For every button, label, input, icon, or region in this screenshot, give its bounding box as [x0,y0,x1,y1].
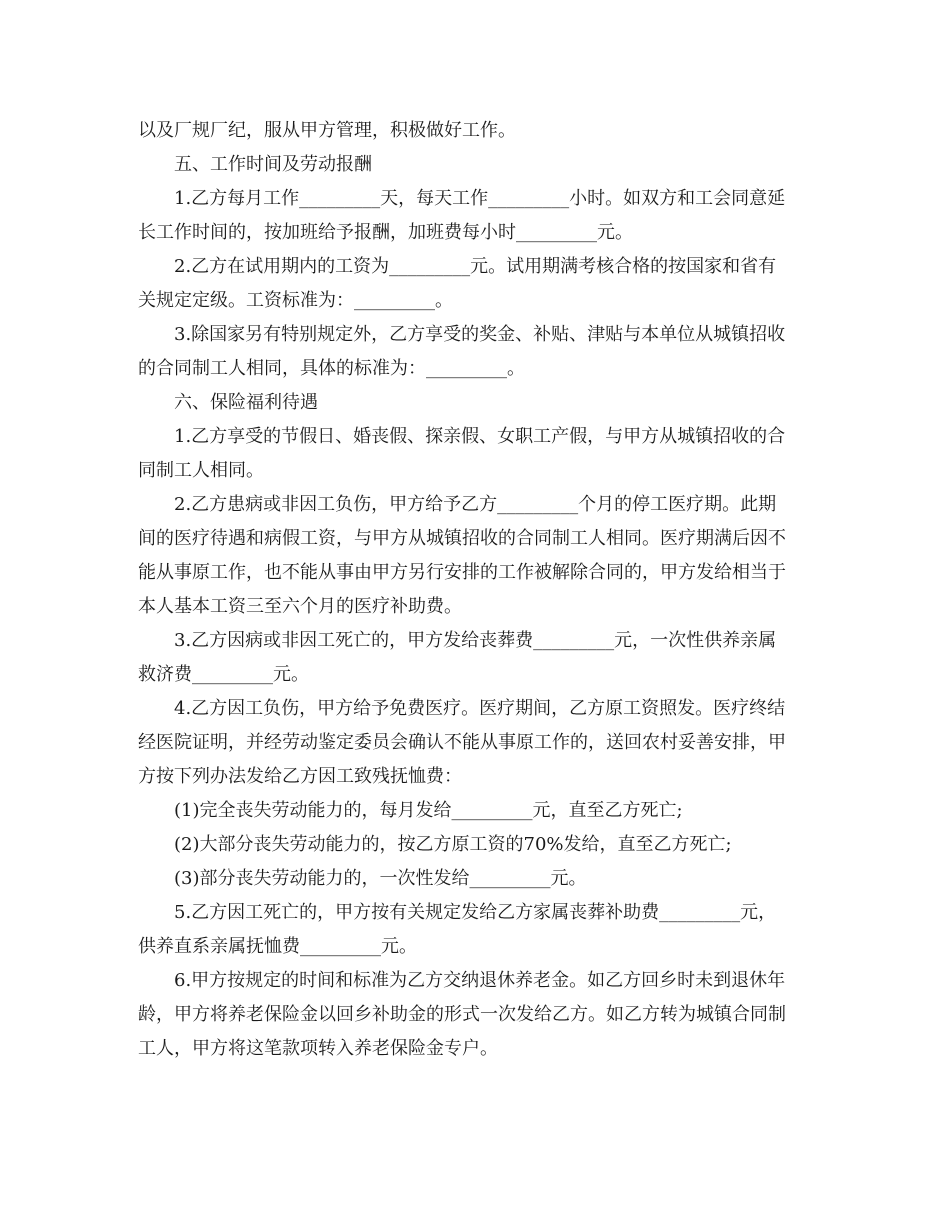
text-line: 2.乙方在试用期内的工资为_________元。试用期满考核合格的按国家和省有 [174,256,777,277]
text-line: 以及厂规厂纪，服从甲方管理，积极做好工作。 [138,120,516,141]
text-line: 1.乙方每月工作_________天，每天工作_________小时。如双方和工会同意延 [174,188,786,209]
text-line: 方按下列办法发给乙方因工致残抚恤费： [138,766,462,787]
text-line: 五、工作时间及劳动报酬 [174,154,372,175]
text-line: 3.乙方因病或非因工死亡的，甲方发给丧葬费_________元，一次性供养亲属 [174,630,777,651]
text-line: 工人，甲方将这笔款项转入养老保险金专户。 [138,1038,498,1059]
text-line: 本人基本工资三至六个月的医疗补助费。 [138,596,462,617]
text-line: 长工作时间的，按加班给予报酬，加班费每小时_________元。 [138,222,633,243]
text-line: 的合同制工人相同，具体的标准为：_________。 [138,358,525,379]
text-line: 间的医疗待遇和病假工资，与甲方从城镇招收的合同制工人相同。医疗期满后因不 [138,528,786,549]
text-line: 供养直系亲属抚恤费_________元。 [138,936,417,957]
text-line: 龄，甲方将养老保险金以回乡补助金的形式一次发给乙方。如乙方转为城镇合同制 [138,1004,786,1025]
text-line: (1)完全丧失劳动能力的，每月发给_________元，直至乙方死亡; [174,800,683,821]
text-line: 3.除国家另有特别规定外，乙方享受的奖金、补贴、津贴与本单位从城镇招收 [174,324,786,345]
text-line: 同制工人相同。 [138,460,264,481]
text-line: (2)大部分丧失劳动能力的，按乙方原工资的70%发给，直至乙方死亡; [174,834,732,855]
text-line: (3)部分丧失劳动能力的，一次性发给_________元。 [174,868,587,889]
text-line: 2.乙方患病或非因工负伤，甲方给予乙方_________个月的停工医疗期。此期 [174,494,777,515]
text-line: 能从事原工作，也不能从事由甲方另行安排的工作被解除合同的，甲方发给相当于 [138,562,786,583]
text-line: 5.乙方因工死亡的，甲方按有关规定发给乙方家属丧葬补助费_________元， [174,902,777,923]
text-line: 关规定定级。工资标准为：_________。 [138,290,453,311]
text-line: 六、保险福利待遇 [174,392,318,413]
text-line: 救济费_________元。 [138,664,309,685]
text-line: 6.甲方按规定的时间和标准为乙方交纳退休养老金。如乙方回乡时未到退休年 [174,970,786,991]
text-line: 4.乙方因工负伤，甲方给予免费医疗。医疗期间，乙方原工资照发。医疗终结 [174,698,786,719]
text-line: 经医院证明，并经劳动鉴定委员会确认不能从事原工作的，送回农村妥善安排，甲 [138,732,786,753]
text-line: 1.乙方享受的节假日、婚丧假、探亲假、女职工产假，与甲方从城镇招收的合 [174,426,786,447]
